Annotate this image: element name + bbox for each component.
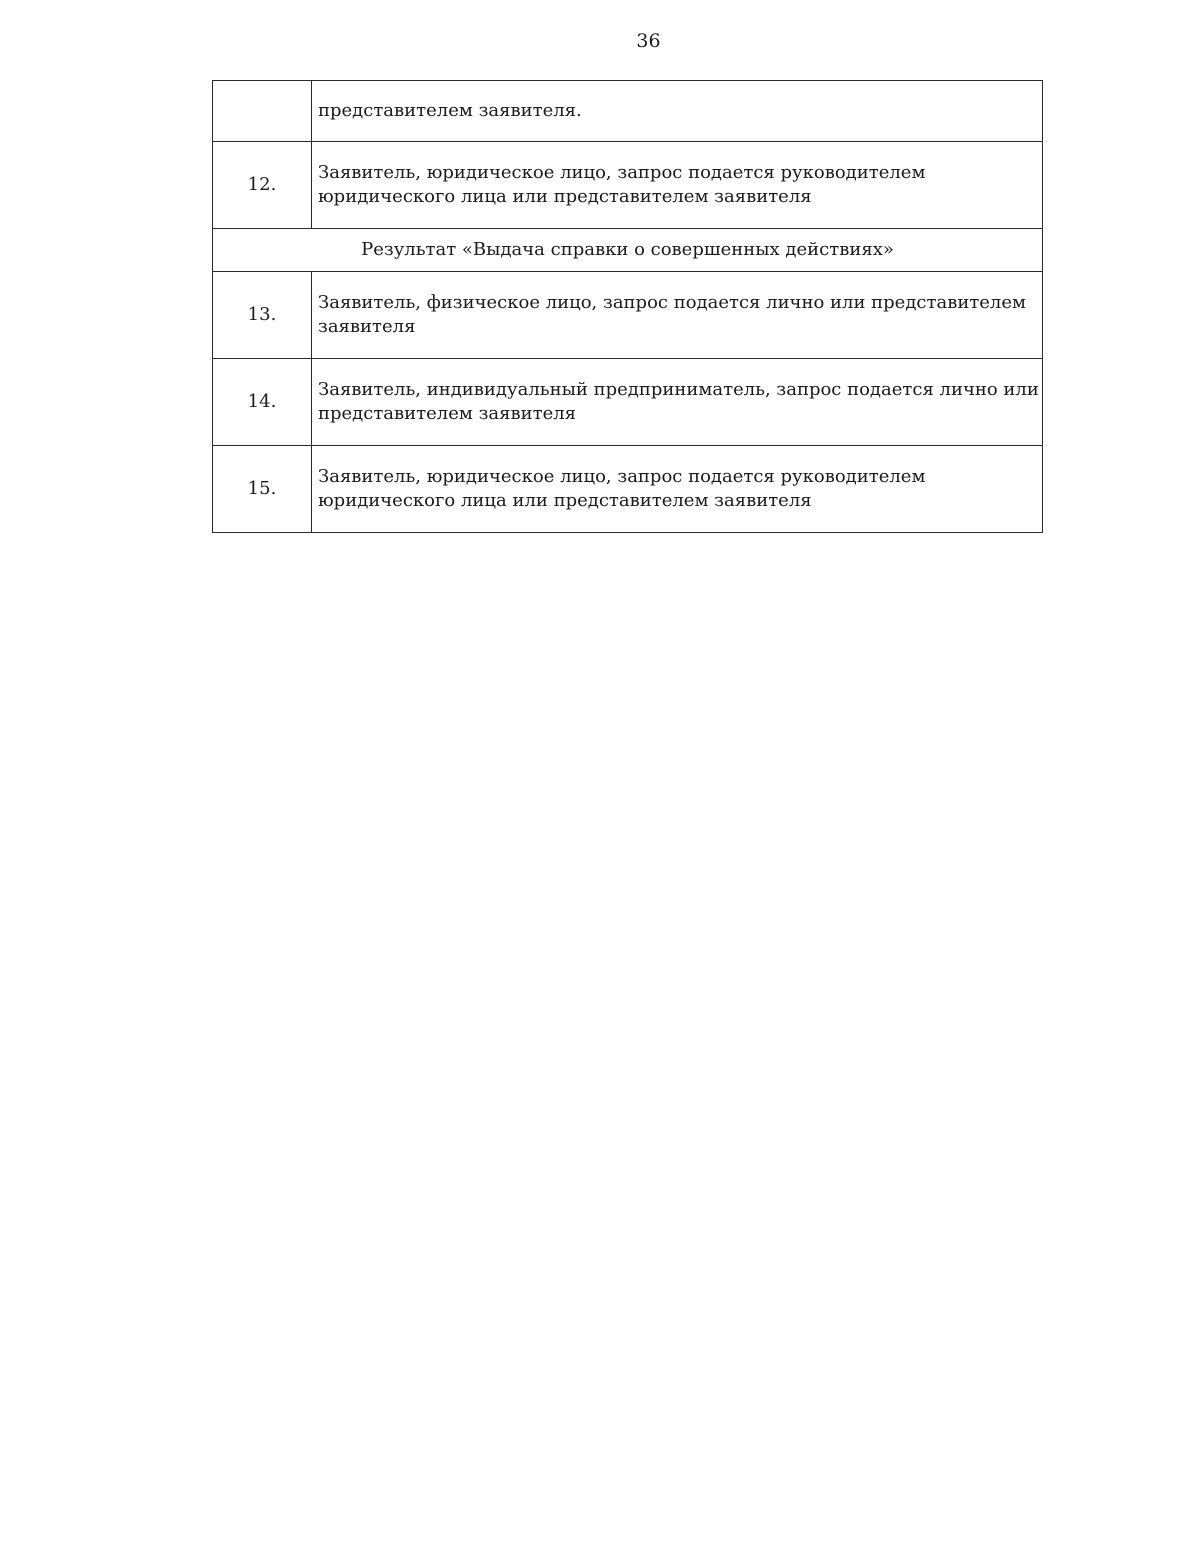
- table-row: [213, 446, 1043, 533]
- row-description: [312, 142, 1043, 229]
- row-number: 14.: [213, 359, 312, 446]
- table-row: [213, 359, 1043, 446]
- description-line: представителем заявителя: [318, 403, 577, 424]
- description-line: юридического лица или представителем заявителя: [318, 186, 812, 207]
- applicant-variants-table: [212, 80, 1043, 533]
- description-line: Заявитель, физическое лицо, запрос подается лично или представителем: [318, 292, 1027, 313]
- description-line: Заявитель, юридическое лицо, запрос подается руководителем: [318, 466, 926, 487]
- description-line: заявителя: [318, 316, 416, 337]
- row-number: [213, 81, 312, 142]
- description-line: Заявитель, индивидуальный предприниматель, запрос подается лично или: [318, 379, 1039, 400]
- row-description: [312, 81, 1043, 142]
- section-title: Результат «Выдача справки о совершенных действиях»: [213, 229, 1043, 272]
- row-description: [312, 272, 1043, 359]
- table-row: [213, 142, 1043, 229]
- section-header-row: [213, 229, 1043, 272]
- row-description: [312, 359, 1043, 446]
- table-row: [213, 81, 1043, 142]
- description-line: Заявитель, юридическое лицо, запрос подается руководителем: [318, 162, 926, 183]
- table-row: [213, 272, 1043, 359]
- row-number: 15.: [213, 446, 312, 533]
- page-number: 36: [636, 30, 661, 52]
- description-line: юридического лица или представителем заявителя: [318, 490, 812, 511]
- description-line: представителем заявителя.: [318, 100, 582, 121]
- row-description: [312, 446, 1043, 533]
- row-number: 12.: [213, 142, 312, 229]
- row-number: 13.: [213, 272, 312, 359]
